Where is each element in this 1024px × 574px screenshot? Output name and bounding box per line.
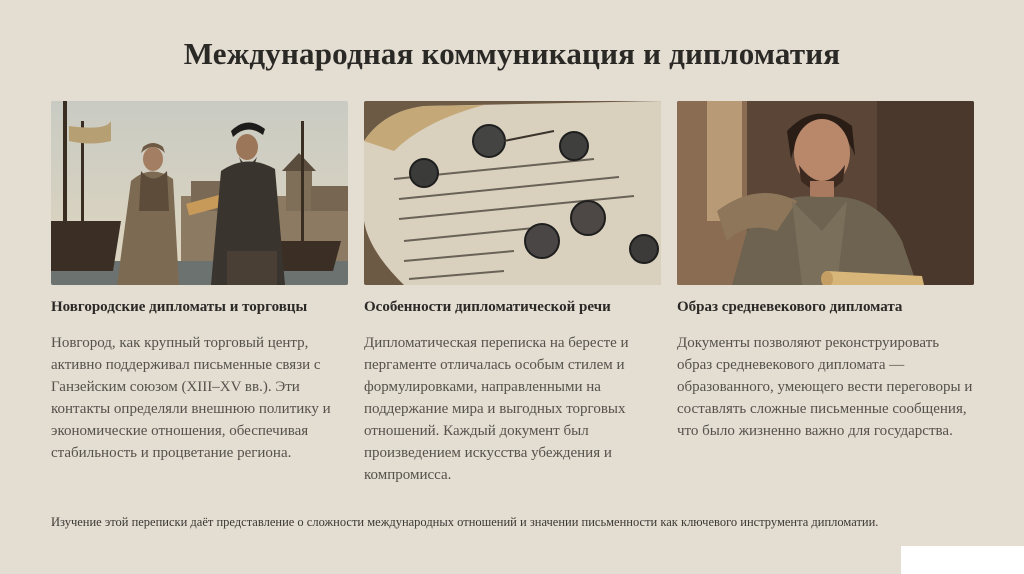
card-text: Дипломатическая переписка на бересте и пергаменте отличалась особым стилем и формулировками, направленными на поддержание мира и выгодных торговых отношений. Каждый документ был произведением искусства убеждения и компромисса. [364,335,629,483]
white-corner-block [901,546,1024,574]
card-title: Новгородские дипломаты и торговцы [51,299,308,315]
footer-note: Изучение этой переписки даёт представление о сложности международных отношений и значении письменности как ключевого инструмента дипломатии. [51,515,879,529]
medieval-diplomat-image [677,101,974,285]
card-title: Образ средневекового дипломата [677,299,903,315]
parchment-seals-image [364,101,661,285]
card-diplomatic-speech [364,101,661,486]
card-title: Особенности дипломатической речи [364,299,611,315]
card-novgorod-diplomats [51,101,348,464]
novgorod-diplomats-image [51,101,348,285]
card-medieval-diplomat [677,101,974,442]
slide-title: Международная коммуникация и дипломатия [183,36,841,71]
card-text: Новгород, как крупный торговый центр, активно поддерживал письменные связи с Ганзейским союзом (XIII–XV вв.). Эти контакты определяли внешнюю политику и экономические отношения, обеспечивая стабильность и процветание региона. [51,335,331,461]
card-text: Документы позволяют реконструировать образ средневекового дипломата — образованного, умеющего вести переговоры и составлять сложные письменные сообщения, что было жизненно важно для государства. [677,335,973,439]
